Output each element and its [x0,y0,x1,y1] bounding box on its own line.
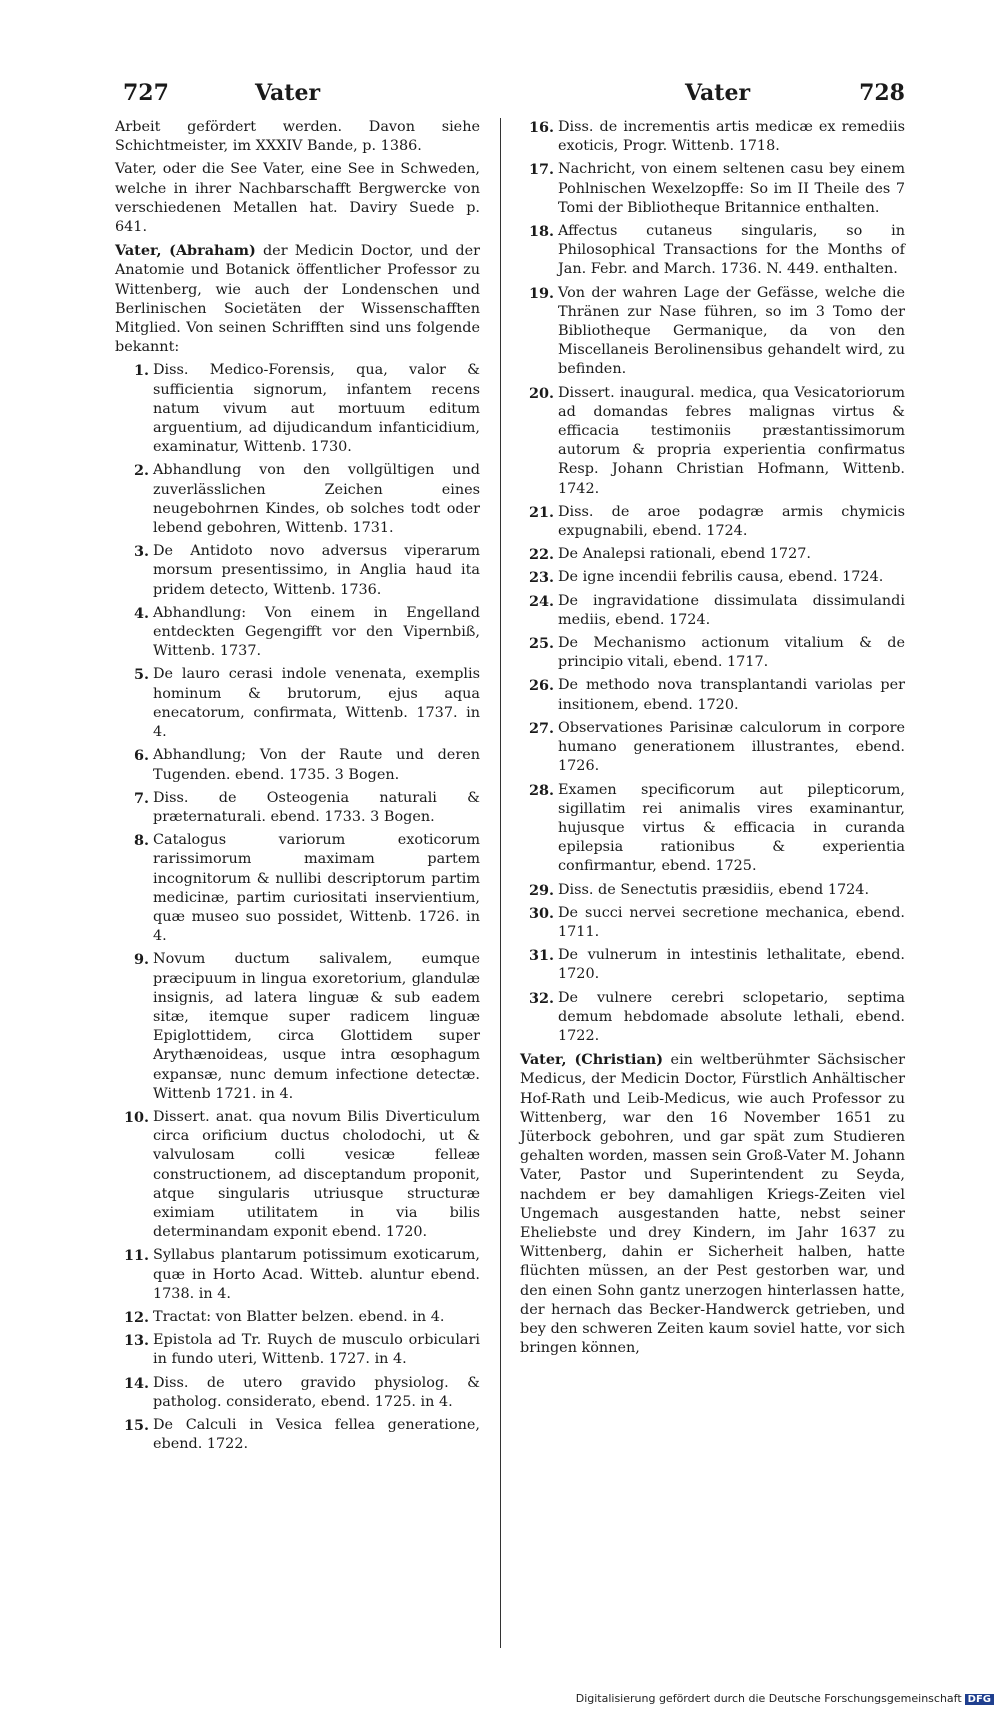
item-text: De Antidoto novo adversus viperarum morsum presentissimo, in Anglia haud ita pridem detecto, Wittenb. 1736. [153,543,480,598]
item-text: De igne incendii febrilis causa, ebend. 1724. [558,569,884,586]
list-item [115,1108,480,1242]
item-number: 11. [123,1247,149,1265]
item-number: 23. [528,569,554,587]
works-list-right [520,118,905,1046]
item-text: Abhandlung von den vollgültigen und zuverlässlichen Zeichen eines neugebohrnen Kindes, ob solches todt oder lebend gebohren, Wittenb. 1731. [153,462,480,537]
entry-lake-vater: Vater, oder die See Vater, eine See in Schweden, welche in ihrer Nachbarschafft Bergwercke von verschiedenen Metallen hat. Daviry Suede p. 641. [115,161,480,236]
item-number: 20. [528,384,554,402]
item-text: Diss. de utero gravido physiolog. & patholog. considerato, ebend. 1725. in 4. [153,1374,480,1410]
list-item [115,746,480,784]
item-text: De vulnerum in intestinis lethalitate, ebend. 1720. [558,947,905,983]
item-number: 25. [528,635,554,653]
item-number: 14. [123,1374,149,1392]
item-number: 21. [528,503,554,521]
entry-abraham-vater [115,241,480,357]
list-item [115,1416,480,1454]
item-text: De vulnere cerebri sclopetario, septima demum hebdomade absolute lethali, ebend. 1722. [558,989,905,1044]
item-number: 28. [528,781,554,799]
item-text: Abhandlung: Von einem in Engelland entdeckten Gegengifft vor den Vipernbiß, Wittenb. 1737. [153,604,480,660]
item-number: 16. [528,119,554,136]
list-item [115,1246,480,1304]
item-number: 6. [133,747,149,765]
list-item [115,461,480,538]
item-text: De Analepsi rationali, ebend 1727. [558,546,811,563]
list-item [520,989,905,1047]
list-item [520,118,905,156]
list-item [520,284,905,380]
item-text: Observationes Parisinæ calculorum in corpore humano generationem illustrantes, ebend. 1726. [558,719,905,775]
entry-headword: Vater, (Christian) [520,1051,664,1069]
item-text: Syllabus plantarum potissimum exoticarum, quæ in Horto Acad. Witteb. aluntur ebend. 1738. in 4. [153,1247,480,1302]
item-number: 3. [133,543,149,561]
continuation-text: Arbeit gefördert werden. Davon siehe Schichtmeister, im XXXIV Bande, p. 1386. [115,119,480,155]
item-text: Examen specificorum aut pilepticorum, sigillatim rei animalis vires examinantur, hujusque virtus & efficacia in curanda epilepsia rationibus & experientia confirmantur, ebend. 1725. [558,781,905,875]
list-item [115,1308,480,1327]
item-number: 13. [123,1332,149,1350]
item-text: Dissert. inaugural. medica, qua Vesicatoriorum ad domandas febres malignas virtus & efficacia testimoniis præstantissimorum autorum & propria experientia confirmatus Resp. Johann Christian Hofmann, Wittenb. 1742. [558,384,905,497]
item-number: 32. [528,989,554,1007]
list-item [115,789,480,827]
item-text: Catalogus variorum exoticorum rarissimorum maximam partem incognitorum & nullibi descriptorum partim medicinæ, partim curiositati inservientium, quæ museo suo possidet, Wittenb. 1726. in 4. [153,832,480,945]
list-item [115,1374,480,1412]
item-number: 30. [528,904,554,922]
item-number: 1. [133,362,149,380]
item-text: De succi nervei secretione mechanica, ebend. 1711. [558,904,905,940]
item-text: De lauro cerasi indole venenata, exemplis hominum & brutorum, ejus aqua enecatorum, confirmata, Wittenb. 1737. in 4. [153,666,480,741]
page-number-right: 728 [859,80,905,106]
item-number: 31. [528,947,554,965]
list-item [520,503,905,541]
item-text: Affectus cutaneus singularis, so in Philosophical Transactions for the Months of Jan. Febr. and March. 1736. N. 449. enthalten. [558,223,905,278]
item-number: 4. [133,604,149,622]
entry-headword: Vater, (Abraham) [115,242,256,260]
right-column [520,118,905,1362]
list-item [520,160,905,218]
list-item [520,676,905,714]
item-text: Abhandlung; Von der Raute und deren Tugenden. ebend. 1735. 3 Bogen. [153,747,480,783]
dfg-logo: DFG [965,1694,994,1705]
item-text: Diss. Medico-Forensis, qua, valor & sufficientia signorum, infantem recens natum vivum aut mortuum editum arguentium, ad dijudicandum infanticidium, examinatur, Wittenb. 1730. [153,362,480,456]
item-text: Novum ductum salivalem, eumque præcipuum in lingua exoretorium, glandulæ insignis, ad latera linguæ & sub eadem sitæ, itemque super radicem linguæ Epiglottidem, circa Glottidem super Arythænoideas, usque intra œsophagum expansæ, nunc demum infectione detectæ. Wittenb 1721. in 4. [153,951,480,1102]
column-rule [500,118,501,1648]
list-item [520,946,905,984]
list-item [520,881,905,900]
item-number: 19. [528,284,554,302]
list-item [520,222,905,280]
list-item [520,384,905,499]
list-item [520,545,905,564]
running-header [95,80,905,114]
item-number: 9. [133,951,149,969]
entry-christian-vater [520,1050,905,1358]
item-text: De methodo nova transplantandi variolas per insitionem, ebend. 1720. [558,677,905,713]
item-number: 12. [123,1308,149,1326]
item-text: Dissert. anat. qua novum Bilis Diverticulum circa orificium ductus cholodochi, ut & valvulosam colli vesicæ felleæ constructionem, ad disceptandum proponit, atque singularis utriusque structuræ eximiam utilitatem in via bilis determinandam exponit ebend. 1720. [153,1108,480,1241]
item-number: 18. [528,223,554,241]
list-item [520,634,905,672]
list-item [520,904,905,942]
item-number: 24. [528,592,554,610]
headword-left: Vater [255,80,321,106]
item-text: Nachricht, von einem seltenen casu bey einem Pohlnischen Wexelzopffe: So im II Theile des 7 Tomi der Bibliotheque Britannice enthalten. [558,161,905,216]
item-number: 2. [133,462,149,480]
item-number: 10. [123,1108,149,1126]
book-page [95,70,905,1650]
list-item [115,950,480,1104]
item-text: Diss. de Osteogenia naturali & præternaturali. ebend. 1733. 3 Bogen. [153,789,480,825]
item-text: Epistola ad Tr. Ruych de musculo orbiculari in fundo uteri, Wittenb. 1727. in 4. [153,1332,480,1368]
list-item [115,604,480,662]
item-number: 27. [528,719,554,737]
item-number: 7. [133,789,149,807]
item-number: 17. [528,161,554,179]
item-text: Tractat: von Blatter belzen. ebend. in 4. [153,1308,445,1325]
item-number: 29. [528,881,554,899]
page-number-left: 727 [123,80,169,106]
list-item [115,361,480,457]
works-list-left [115,361,480,1454]
item-number: 26. [528,677,554,695]
list-item [520,568,905,587]
item-text: Diss. de incrementis artis medicæ ex remediis exoticis, Progr. Wittenb. 1718. [558,119,905,155]
item-text: Von der wahren Lage der Gefässe, welche die Thränen zur Nase führen, so im 3 Tomo der Bibliotheque Germanique, da von den Miscellaneis Berolinensibus gehandelt wird, zu befinden. [558,284,905,378]
item-text: De Mechanismo actionum vitalium & de principio vitali, ebend. 1717. [558,635,905,671]
list-item [115,542,480,600]
item-number: 15. [123,1417,149,1434]
list-item [520,719,905,777]
credit-text: Digitalisierung gefördert durch die Deutsche Forschungsgemeinschaft [575,1692,962,1705]
item-number: 5. [133,666,149,684]
item-text: De Calculi in Vesica fellea generatione, ebend. 1722. [153,1417,480,1453]
list-item [115,831,480,946]
left-column [115,118,480,1458]
headword-right: Vater [685,80,751,106]
entry-body: der Medicin Doctor, und der Anatomie und Botanick öffentlicher Professor zu Wittenberg, wie auch der Londenschen und Berlinischen Societäten der Wissenschafften Mitglied. Von seinen Schrifften sind uns folgende bekannt: [115,243,480,356]
item-text: Diss. de Senectutis præsidiis, ebend 1724. [558,881,870,898]
item-number: 8. [133,832,149,850]
list-item [520,781,905,877]
list-item [520,592,905,630]
list-item [115,665,480,742]
digitization-credit [576,1692,994,1705]
item-text: De ingravidatione dissimulata dissimulandi mediis, ebend. 1724. [558,592,905,628]
item-number: 22. [528,546,554,564]
list-item [115,1331,480,1369]
entry-body: ein weltberühmter Sächsischer Medicus, der Medicin Doctor, Fürstlich Anhältischer Hof-Rath und Leib-Medicus, wie auch Professor zu Wittenberg, war den 16 November 1651 zu Jüterbock gebohren, und gar spät zum Studieren gehalten worden, massen sein Groß-Vater M. Johann Vater, Pastor und Superintendent zu Seyda, nachdem er bey damahligen Kriegs-Zeiten viel Ungemach ausgestanden hatte, nebst seiner Eheliebste und drey Kindern, im Jahr 1637 zu Wittenberg, dahin er Sicherheit halben, hatte flüchten müssen, an der Pest gestorben war, und den einen Sohn gantz unerzogen hinterlassen hatte, der hernach das Becker-Handwerck getrieben, und bey den schweren Zeiten kaum soviel hatte, vor sich bringen können, [520,1052,905,1357]
item-text: Diss. de aroe podagræ armis chymicis expugnabili, ebend. 1724. [558,503,905,540]
